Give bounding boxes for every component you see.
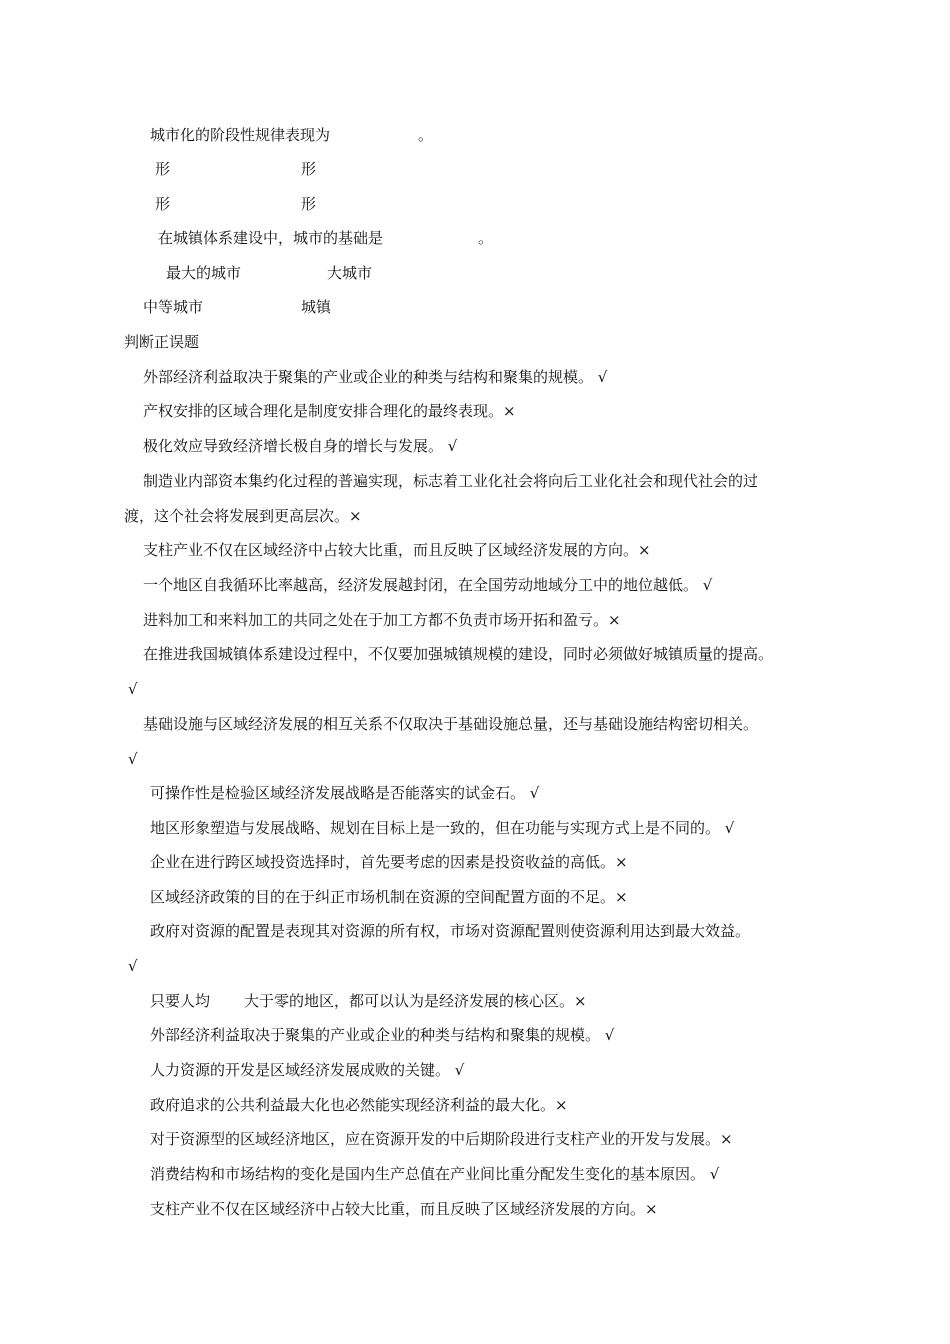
- judgment-item: [150, 1164, 719, 1184]
- judgment-mark: √: [128, 680, 138, 698]
- judgment-mark: ×: [349, 507, 362, 525]
- judgment-text: 进料加工和来料加工的共同之处在于加工方都不负责市场开拓和盈亏。: [143, 611, 609, 629]
- judgment-item: [150, 1199, 658, 1219]
- judgment-text: 可操作性是检验区域经济发展战略是否能落实的试金石。: [150, 784, 526, 802]
- judgment-item: [150, 991, 587, 1011]
- judgment-item: [150, 852, 628, 872]
- option-b: 大城市: [327, 264, 373, 282]
- judgment-mark: ×: [645, 1200, 658, 1218]
- judgment-mark: ×: [574, 992, 587, 1010]
- judgment-mark: √: [724, 819, 735, 837]
- judgment-item: [143, 644, 773, 664]
- judgment-text: 制造业内部资本集约化过程的普遍实现，标志着工业化社会将向后工业化社会和现代社会的过: [143, 472, 759, 490]
- judgment-item: [143, 575, 712, 595]
- judgment-text: 人力资源的开发是区域经济发展成败的关键。: [150, 1061, 451, 1079]
- judgment-item: [150, 921, 750, 941]
- option-b: 形: [301, 160, 317, 178]
- judgment-item: [150, 1025, 614, 1045]
- section-title: 判断正误题: [124, 333, 200, 351]
- judgment-item: [143, 471, 758, 491]
- judgment-item: [150, 1060, 464, 1080]
- judgment-item: [143, 436, 457, 456]
- option-d: 城镇: [301, 298, 332, 316]
- judgment-mark: ×: [638, 541, 651, 559]
- judgment-text: 企业在进行跨区域投资选择时，首先要考虑的因素是投资收益的高低。: [150, 853, 616, 871]
- judgment-mark: √: [529, 784, 540, 802]
- judgment-item: [150, 783, 539, 803]
- option-c: 中等城市: [143, 298, 204, 316]
- judgment-text: 支柱产业不仅在区域经济中占较大比重，而且反映了区域经济发展的方向。: [150, 1200, 646, 1218]
- judgment-text: 对于资源型的区域经济地区，应在资源开发的中后期阶段进行支柱产业的开发与发展。: [150, 1130, 721, 1148]
- judgment-mark: √: [128, 750, 138, 768]
- judgment-item: [150, 1095, 568, 1115]
- option-a: 最大的城市: [166, 264, 242, 282]
- judgment-text: 支柱产业不仅在区域经济中占较大比重，而且反映了区域经济发展的方向。: [143, 541, 639, 559]
- judgment-text: 消费结构和市场结构的变化是国内生产总值在产业间比重分配发生变化的基本原因。: [150, 1165, 706, 1183]
- question-end-punct: 。: [418, 126, 434, 144]
- question-text: 在城镇体系建设中，城市的基础是: [158, 229, 384, 247]
- question-stem: [150, 125, 330, 145]
- judgment-text: 外部经济利益取决于聚集的产业或企业的种类与结构和聚集的规模。: [150, 1026, 601, 1044]
- judgment-mark: √: [128, 957, 138, 975]
- judgment-mark: √: [447, 437, 458, 455]
- judgment-item: [143, 610, 621, 630]
- judgment-item: [143, 401, 516, 421]
- judgment-text: 外部经济利益取决于聚集的产业或企业的种类与结构和聚集的规模。: [143, 368, 594, 386]
- question-text: 城市化的阶段性规律表现为: [150, 126, 331, 144]
- judgment-item: [150, 818, 734, 838]
- judgment-text-rest: 大于零的地区，都可以认为是经济发展的核心区。: [244, 992, 575, 1010]
- judgment-text: 一个地区自我循环比率越高，经济发展越封闭，在全国劳动地域分工中的地位越低。: [143, 576, 699, 594]
- judgment-mark: √: [604, 1026, 615, 1044]
- option-a: 形: [155, 160, 171, 178]
- judgment-text: 只要人均: [150, 992, 211, 1010]
- judgment-mark: √: [597, 368, 608, 386]
- option-c: 形: [155, 195, 171, 213]
- judgment-mark: ×: [503, 402, 516, 420]
- judgment-text: 政府对资源的配置是表现其对资源的所有权，市场对资源配置则使资源利用达到最大效益。: [150, 922, 751, 940]
- judgment-continuation: [124, 506, 362, 526]
- question-end-punct: 。: [478, 229, 494, 247]
- judgment-text: 区域经济政策的目的在于纠正市场机制在资源的空间配置方面的不足。: [150, 888, 616, 906]
- judgment-text: 在推进我国城镇体系建设过程中，不仅要加强城镇规模的建设，同时必须做好城镇质量的提高。: [143, 645, 774, 663]
- judgment-mark: ×: [555, 1096, 568, 1114]
- judgment-text: 基础设施与区域经济发展的相互关系不仅取决于基础设施总量，还与基础设施结构密切相关。: [143, 715, 759, 733]
- judgment-mark: √: [709, 1165, 720, 1183]
- judgment-text: 产权安排的区域合理化是制度安排合理化的最终表现。: [143, 402, 504, 420]
- judgment-item: [143, 714, 758, 734]
- judgment-mark: ×: [615, 888, 628, 906]
- judgment-item: [143, 367, 607, 387]
- judgment-item: [143, 540, 651, 560]
- option-d: 形: [301, 195, 317, 213]
- judgment-mark: ×: [615, 853, 628, 871]
- judgment-text: 政府追求的公共利益最大化也必然能实现经济利益的最大化。: [150, 1096, 556, 1114]
- judgment-item: [150, 887, 628, 907]
- judgment-text: 地区形象塑造与发展战略、规划在目标上是一致的，但在功能与实现方式上是不同的。: [150, 819, 721, 837]
- judgment-mark: √: [454, 1061, 465, 1079]
- judgment-item: [150, 1129, 733, 1149]
- judgment-mark: √: [702, 576, 713, 594]
- judgment-mark: ×: [608, 611, 621, 629]
- judgment-text: 极化效应导致经济增长极自身的增长与发展。: [143, 437, 444, 455]
- judgment-mark: ×: [720, 1130, 733, 1148]
- judgment-text-cont: 渡，这个社会将发展到更高层次。: [124, 507, 350, 525]
